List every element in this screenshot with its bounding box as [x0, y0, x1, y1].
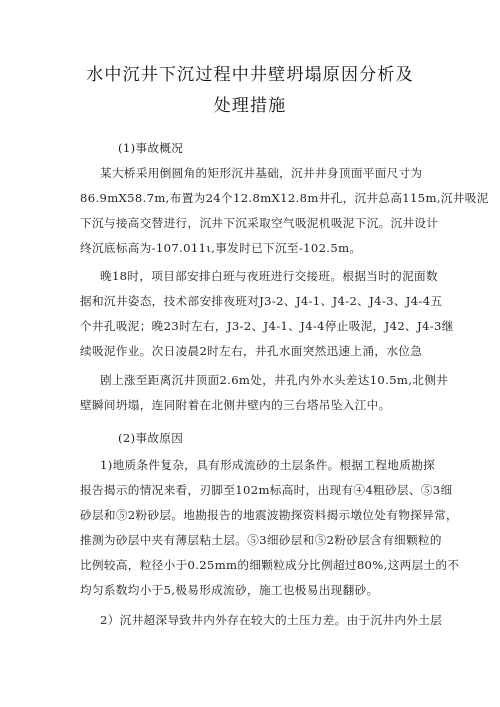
paragraph-line: 个井孔吸泥；晚23时左右，J3-2、J4-1、J4-4停止吸泥，J42、J4-3继: [80, 319, 454, 333]
paragraph-line: 1)地质条件复杂，具有形成流砂的土层条件。根据工程地质勘探: [100, 458, 436, 472]
paragraph-line: 86.9mX58.7m,布置为24个12.8mX12.8m井孔，沉井总高115m,沉井吸泥: [80, 191, 489, 205]
paragraph-line: 砂层和⑤2粉砂层。地勘报告的地震波勘探资料揭示墩位处有物探异常，: [80, 508, 458, 522]
paragraph-line: 终沉底标高为-107.011ι,事发时已下沉至-102.5m。: [80, 241, 362, 255]
paragraph-line: 下沉与接高交替进行，沉井下沉采取空气吸泥机吸泥下沉。沉井设计: [80, 216, 439, 230]
section-heading-accident-causes: (2)事故原因: [118, 431, 184, 445]
document-title-line-1: 水中沉井下沉过程中井壁坍塌原因分析及: [86, 65, 414, 85]
paragraph-line: 据和沉井姿态，技术部安排夜班对J3-2、J4-1、J4-2、J4-3、J4-4五: [80, 294, 443, 308]
paragraph-line: 比例较高，粒径小于0.25mm的细颗粒成分比例超过80%,这两层土的不: [80, 558, 460, 572]
section-heading-accident-overview: (1)事故概况: [118, 141, 184, 155]
paragraph-line: 壁瞬间坍塌，连同附着在北侧井壁内的三台塔吊坠入江中。: [80, 398, 391, 412]
paragraph-line: 晚18时，项目部安排白班与夜班进行交接班。根据当时的泥面数: [100, 269, 438, 283]
document-title-line-2: 处理措施: [213, 96, 287, 116]
paragraph-line: 报告揭示的情况来看，刃脚至102m标高时，出现有④4粗砂层、⑤3细: [80, 483, 453, 497]
paragraph-line: 2）沉井超深导致井内外存在较大的土压力差。由于沉井内外土层: [100, 613, 443, 627]
paragraph-line: 推测为砂层中夹有薄层粘土层。⑤3细砂层和⑤2粉砂层含有细颗粒的: [80, 533, 442, 547]
paragraph-line: 续吸泥作业。次日凌晨2时左右，井孔水面突然迅速上涌，水位急: [80, 344, 423, 358]
paragraph-line: 均匀系数均小于5,极易形成流砂，施工也极易出现翻砂。: [80, 583, 379, 597]
paragraph-line: 剧上涨至距离沉井顶面2.6m处，井孔内外水头差达10.5m,北侧井: [100, 373, 449, 387]
paragraph-line: 某大桥采用倒圆角的矩形沉井基础，沉井井身顶面平面尺寸为: [100, 166, 423, 180]
